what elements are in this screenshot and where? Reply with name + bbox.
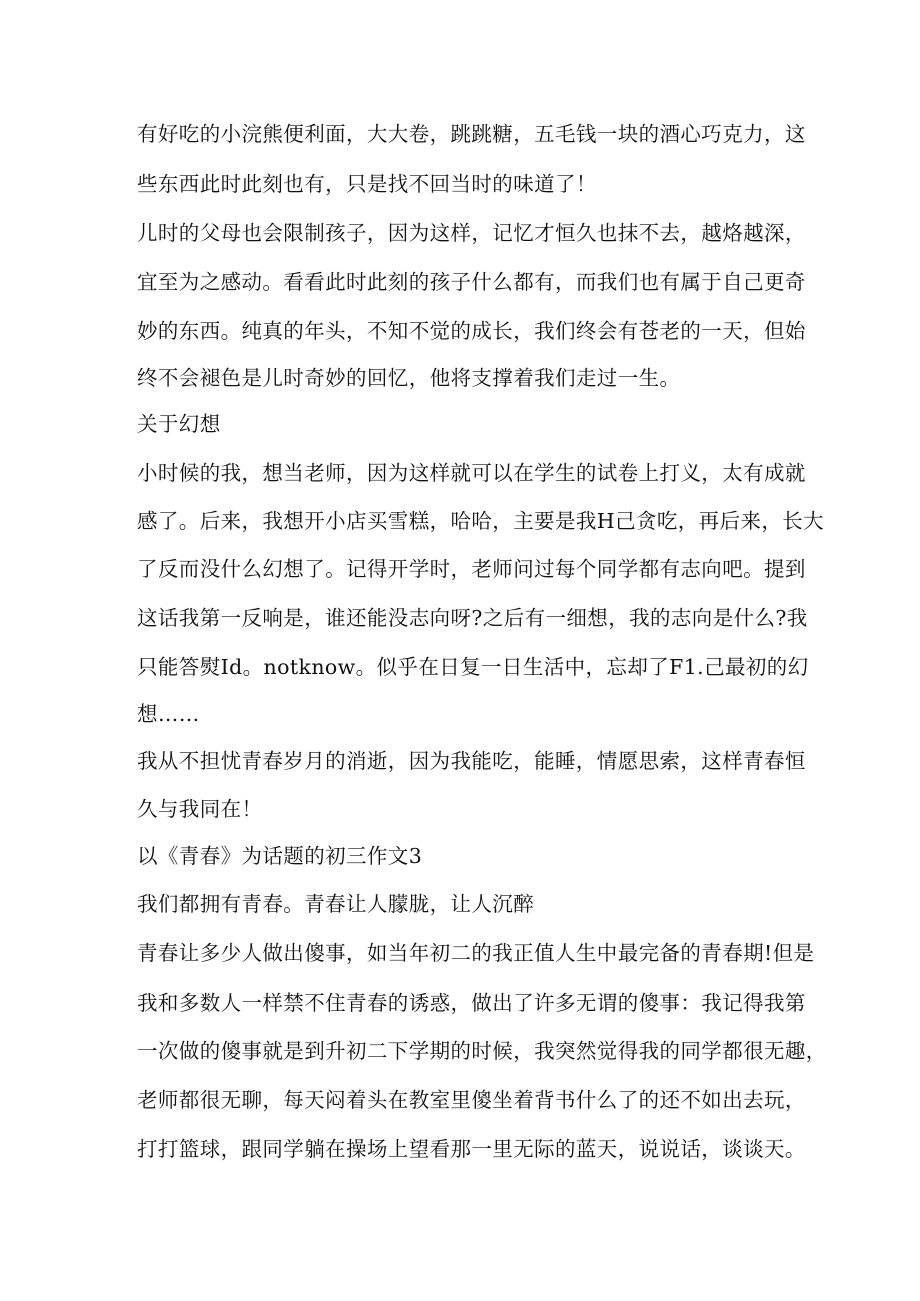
text-line: 打打篮球，跟同学躺在操场上望看那一里无际的蓝天，说说话，谈谈天。 [137, 1137, 806, 1161]
essay-title: 以《青春》为话题的初三作文3 [137, 844, 423, 868]
text-line: 有好吃的小浣熊便利面，大大卷，跳跳糖，五毛钱一块的酒心巧克力，这 [137, 122, 806, 146]
text-line: 终不会褪色是儿时奇妙的回忆，他将支撑着我们走过一生。 [137, 366, 681, 390]
text-line: 我们都拥有青春。青春让人朦胧，让人沉醉 [137, 892, 535, 916]
text-line: 老师都很无聊，每天闷着头在教室里傻坐着背书什么了的还不如出去玩， [137, 1088, 806, 1112]
text-line: 一次做的傻事就是到升初二下学期的时候，我突然觉得我的同学都很无趣， [137, 1039, 827, 1063]
text-line: 宜至为之感动。看看此时此刻的孩子什么都有，而我们也有属于自己更奇 [137, 270, 806, 294]
text-line: 儿时的父母也会限制孩子，因为这样，记忆才恒久也抹不去，越烙越深， [137, 221, 806, 245]
section-heading: 关于幻想 [137, 412, 221, 436]
text-line: 想…… [137, 702, 200, 726]
text-line: 感了。后来，我想开小店买雪糕，哈哈，主要是我H己贪吃，再后来，长大 [137, 509, 825, 533]
text-line: 只能答熨Id。notknow。似乎在日复一日生活中，忘却了F1.己最初的幻 [137, 655, 809, 679]
text-line: 小时候的我，想当老师，因为这样就可以在学生的试卷上打义，太有成就 [137, 461, 806, 485]
text-line: 了反而没什么幻想了。记得开学时，老师问过每个同学都有志向吧。提到 [137, 557, 806, 581]
text-line: 我和多数人一样禁不住青春的诱惑，做出了许多无谓的傻事：我记得我第 [137, 991, 806, 1015]
text-line: 妙的东西。纯真的年头，不知不觉的成长，我们终会有苍老的一天，但始 [137, 319, 806, 343]
text-line: 这话我第一反响是，谁还能没志向呀?之后有一细想，我的志向是什么?我 [137, 606, 808, 630]
text-line: 久与我同在！ [137, 797, 263, 821]
text-line: 些东西此时此刻也有，只是找不回当时的味道了！ [137, 172, 597, 196]
text-line: 青春让多少人做出傻事，如当年初二的我正值人生中最完备的青春期!但是 [137, 941, 815, 965]
text-line: 我从不担忧青春岁月的消逝，因为我能吃，能睡，情愿思索，这样青春恒 [137, 749, 806, 773]
